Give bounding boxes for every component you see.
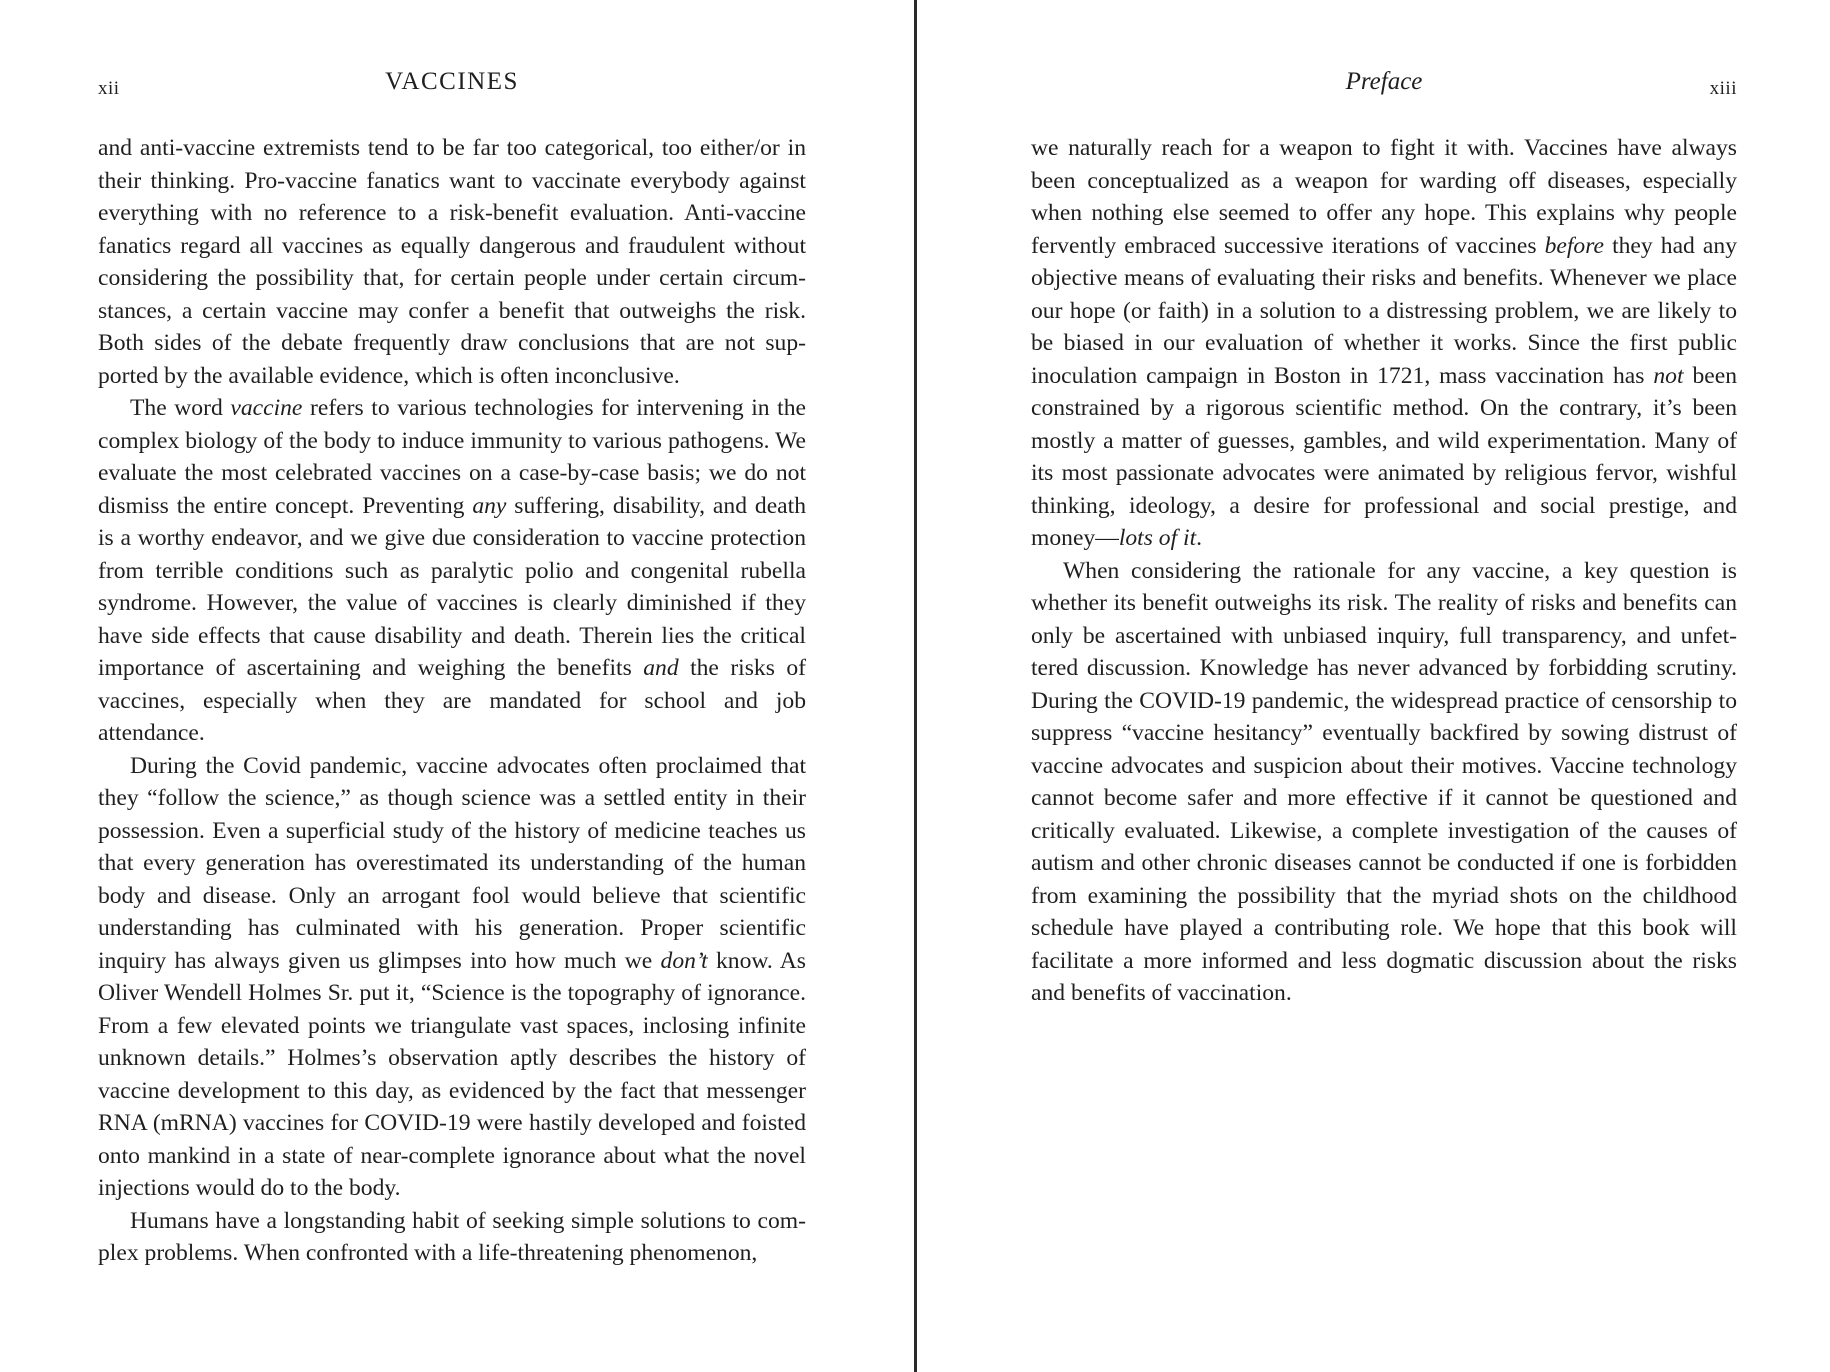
left-page-number: xii [98, 78, 120, 99]
italic-text: and [643, 655, 679, 681]
text-run: the risks of vaccines, especially when they are mandated for school and job attendance. [98, 655, 806, 746]
paragraph [98, 750, 806, 1205]
right-page-number: xiii [1709, 78, 1737, 99]
left-text-block [98, 132, 806, 1270]
text-run: During the Covid pandemic, vaccine advocates often proclaimed that they “follow the science,” as though science was a settled entity in their possession. Even a superficial study of the history of medicine teaches us that every generation has overestimated its understanding of the human body and disease. Only an arrogant fool would believe that scientific understanding has culminated with his generation. Proper scientific inquiry has always given us glimpses into how much we [98, 752, 806, 974]
left-running-head [98, 68, 806, 102]
text-run: Humans have a longstanding habit of seeking simple solutions to complex problems. When confronted with a life-threatening phenomenon, [98, 1207, 806, 1266]
italic-text: before [1544, 232, 1604, 259]
paragraph [98, 1205, 806, 1270]
text-run: refers to various technologies for intervening in the complex biology of the body to induce immunity to various pathogens. We evaluate the most celebrated vaccines on a case-by-case basis; we do not dismiss the entire concept. Preventing [98, 395, 807, 519]
left-running-head-title: VACCINES [385, 68, 519, 95]
text-run: suffering, disability, and death is a worthy endeavor, and we give due consideration to vaccine protection from terrible conditions such as paralytic polio and congenital rubella syndrome. However, the value of vaccines is clearly diminished if they have side effects that cause disability and death. Therein lies the critical importance of ascertaining and weighing the benefits [98, 492, 806, 681]
text-run: and anti-vaccine extremists tend to be far too categorical, too either/or in their thinking. Pro-vaccine fanatics want to vaccinate everybody against everything with no reference to a risk-benefit evaluation. Anti-vaccine fanatics regard all vaccines as equally dangerous and fraudulent without considering the possibility that, for certain people under certain circumstances, a certain vaccine may confer a benefit that outweighs the risk. Both sides of the debate frequently draw conclusions that are not supported by the available evidence, which is often inconclusive. [98, 135, 806, 389]
paragraph [98, 392, 806, 750]
italic-text: vaccine [230, 395, 303, 421]
italic-text: any [472, 492, 507, 519]
right-page [918, 0, 1830, 1372]
text-run: they had any objective means of evaluating their risks and benefits. Whenever we place our hope (or faith) in a solution to a distressing problem, we are likely to be biased in our evaluation of whether it works. Since the first public inoculation campaign in Boston in 1721, mass vaccination has [1031, 232, 1737, 389]
book-gutter [914, 0, 917, 1372]
paragraph [98, 132, 806, 392]
right-running-head [1031, 68, 1737, 102]
text-run: When considering the rationale for any vaccine, a key question is whether its benefit outweighs its risk. The reality of risks and benefits can only be ascertained with unbiased inquiry, full transparency, and unfettered discussion. Knowledge has never advanced by forbidding scrutiny. During the COVID-19 pandemic, the widespread practice of censorship to suppress “vaccine hesitancy” eventually backfired by sowing distrust of vaccine advocates and suspicion about their motives. Vaccine technology cannot become safer and more effective if it cannot be questioned and critically evaluated. Likewise, a complete investigation of the causes of autism and other chronic diseases cannot be conducted if one is forbidden from examining the possibility that the myriad shots on the childhood schedule have played a contributing role. We hope that this book will facilitate a more informed and less dogmatic discussion about the risks and benefits of vaccination. [1031, 557, 1737, 1006]
right-running-head-title: Preface [1345, 68, 1423, 95]
italic-text: lots of it [1118, 525, 1197, 551]
text-run: we naturally reach for a weapon to fight it with. Vaccines have always been conceptualized as a weapon for warding off diseases, especially when nothing else seemed to offer any hope. This explains why people fervently embraced successive iterations of vaccines [1031, 135, 1737, 259]
text-run: know. As Oliver Wendell Holmes Sr. put it, “Science is the topography of ignorance. From a few elevated points we triangulate vast spaces, inclosing infinite unknown details.” Holmes’s observation aptly describes the history of vaccine development to this day, as evidenced by the fact that messenger RNA (mRNA) vaccines for COVID-19 were hastily developed and foisted onto mankind in a state of near-complete ignorance about what the novel injections would do to the body. [98, 947, 806, 1201]
italic-text: don’t [660, 947, 708, 974]
paragraph [1031, 132, 1737, 555]
text-run: The word [130, 395, 231, 421]
text-run: . [1196, 525, 1203, 551]
text-run: been constrained by a rigorous scientific method. On the contrary, it’s been mostly a matter of guesses, gambles, and wild experimentation. Many of its most passionate advocates were animated by religious fervor, wishful thinking, ideology, a desire for professional and social prestige, and money— [1031, 362, 1738, 551]
paragraph [1031, 555, 1737, 1010]
right-text-block [1031, 132, 1737, 1010]
italic-text: not [1653, 362, 1684, 389]
left-page [0, 0, 914, 1372]
